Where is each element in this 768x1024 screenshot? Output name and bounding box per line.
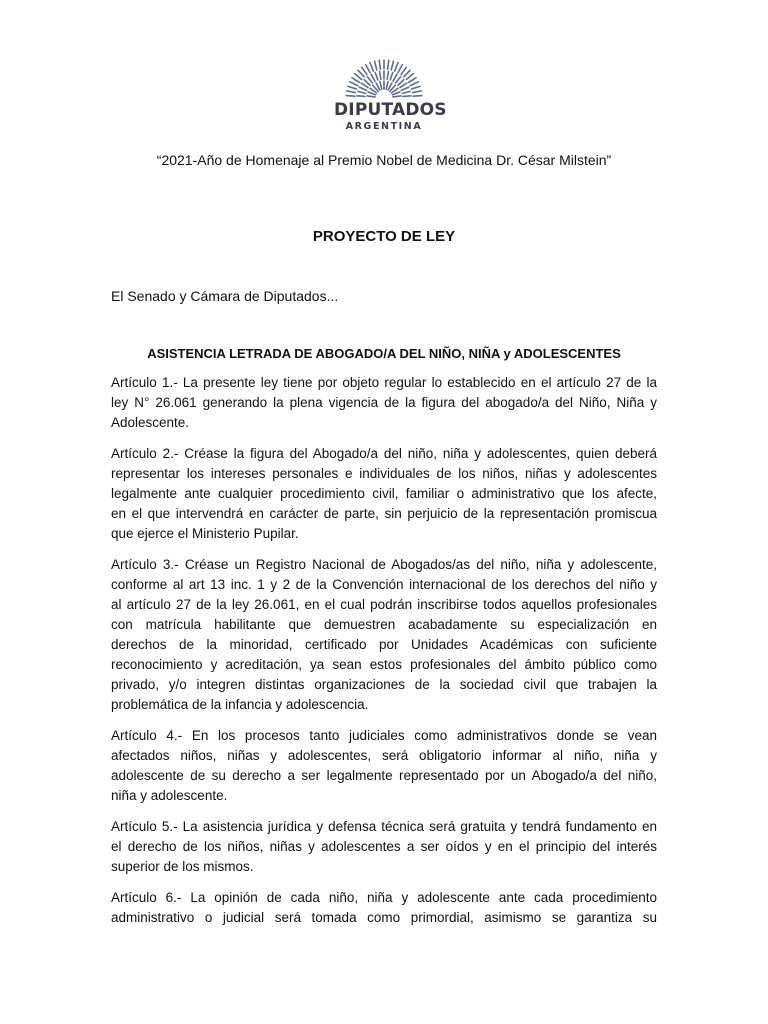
seat-mark (355, 74, 362, 80)
seat-mark (367, 77, 372, 83)
article-5 (111, 817, 657, 877)
article-line: Adolescente. (111, 415, 190, 430)
article-line: Artículo 5.- La asistencia jurídica y defensa técnica será gratuita y tendrá fundamento en (111, 819, 657, 834)
article-line: administrativo o judicial será tomada como primordial, asimismo se garantiza su (111, 910, 657, 925)
seat-mark (357, 96, 365, 97)
seat-mark (379, 60, 380, 69)
article-line: el derecho de los niños, niñas y adolescentes a ser oídos y en el principio del interés (111, 839, 657, 854)
article-line: niña y adolescente. (111, 788, 228, 803)
seat-mark (386, 81, 388, 89)
article-line: derechos de la minoridad, certificado por Unidades Académicas con suficiente (111, 637, 657, 652)
seat-mark (352, 78, 360, 83)
article-line: Artículo 3.- Créase un Registro Nacional de Abogados/as del niño, niña y adolescente, (111, 557, 657, 572)
logo-title: DIPUTADOS (334, 100, 447, 120)
seat-mark (391, 61, 393, 70)
seat-mark (348, 86, 357, 89)
article-4 (111, 726, 657, 806)
seat-mark (398, 65, 402, 73)
seat-mark (412, 86, 421, 89)
chamber-seats-icon (334, 58, 434, 100)
seat-mark (367, 96, 375, 97)
seat-mark (371, 74, 375, 81)
article-3 (111, 555, 657, 715)
article-line: Artículo 1.- La presente ley tiene por objeto regular lo establecido en el artículo 27 de la (111, 375, 657, 390)
seat-mark (358, 70, 364, 77)
section-heading: ASISTENCIA LETRADA DE ABOGADO/A DEL NIÑO, NIÑA y ADOLESCENTES (147, 346, 621, 361)
seat-mark (368, 92, 375, 95)
seat-mark (375, 72, 378, 80)
seat-mark (395, 63, 398, 71)
diputados-argentina-logo (334, 58, 447, 134)
article-line: representar los intereses personales e individuales de los niños, niñas y adolescentes (111, 466, 657, 481)
seat-mark (401, 87, 408, 90)
articles-body (111, 373, 657, 939)
seat-mark (359, 87, 366, 90)
seat-mark (393, 74, 397, 81)
seat-mark (404, 70, 410, 77)
seat-mark (361, 83, 368, 87)
article-line: Artículo 6.- La opinión de cada niño, niña y adolescente ante cada procedimiento (111, 890, 657, 905)
seat-mark (388, 60, 389, 69)
seat-mark (346, 96, 355, 97)
seat-mark (358, 91, 366, 93)
article-line: adolescente de su derecho a ser legalmente representado por un Abogado/a del niño, (111, 768, 657, 783)
seat-mark (392, 92, 399, 95)
year-motto: “2021-Año de Homenaje al Premio Nobel de Medicina Dr. César Milstein” (156, 152, 612, 168)
article-line: problemática de la infancia y adolescencia. (111, 697, 369, 712)
seat-mark (370, 63, 373, 71)
seat-mark (390, 72, 393, 80)
article-line: con matrícula habilitante que demuestren acabadamente su especialización en (111, 617, 657, 632)
article-line: al artículo 27 de la ley 26.061, en el cual podrán inscribirse todos aquellos profesionales (111, 597, 657, 612)
article-line: ley N° 26.061 generando la plena vigencia de la figura del abogado/a del Niño, Niña y (111, 395, 657, 410)
article-line: Artículo 2.- Créase la figura del Abogado/a del niño, niña y adolescentes, quien deberá (111, 446, 657, 461)
seat-mark (406, 74, 413, 80)
article-6 (111, 888, 657, 928)
seat-mark (362, 67, 367, 74)
seat-mark (393, 96, 401, 97)
article-line: privado, y/o integren distintas organizaciones de la sociedad civil que trabajen la (111, 677, 657, 692)
seat-mark (412, 91, 421, 93)
document-title: PROYECTO DE LEY (312, 228, 456, 245)
seat-mark (403, 96, 411, 97)
seat-mark (396, 77, 401, 83)
article-line: en el que intervendrá en carácter de parte, sin perjuicio de la representación promiscua (111, 506, 657, 521)
article-line: Artículo 4.- En los procesos tanto judiciales como administrativos donde se vean (111, 728, 657, 743)
seat-mark (400, 83, 407, 87)
seat-mark (398, 80, 404, 85)
seat-mark (350, 82, 358, 86)
article-line: afectados niños, niñas y adolescentes, será obligatorio informar al niño, niña y (111, 748, 657, 763)
article-line: superior de los mismos. (111, 859, 254, 874)
seat-mark (401, 67, 406, 74)
article-line: legalmente ante cualquier procedimiento civil, familiar o administrativo que los afecte, (111, 486, 657, 501)
article-1 (111, 373, 657, 433)
article-line: conforme al art 13 inc. 1 y 2 de la Convención internacional de los derechos del niño y (111, 577, 657, 592)
seat-mark (366, 65, 370, 73)
seat-mark (402, 91, 410, 93)
seat-mark (410, 82, 418, 86)
article-2 (111, 444, 657, 544)
seat-mark (380, 81, 382, 89)
article-line: reconocimiento y acreditación, ya sean estos profesionales del ámbito público como (111, 657, 657, 672)
seat-mark (408, 78, 416, 83)
seat-mark (375, 61, 377, 70)
seat-mark (387, 71, 388, 79)
logo-subtitle: ARGENTINA (345, 121, 423, 132)
article-line: que ejerce el Ministerio Pupilar. (111, 526, 299, 541)
seat-mark (347, 91, 356, 93)
seat-mark (380, 71, 381, 79)
seat-mark (364, 80, 370, 85)
intro-line: El Senado y Cámara de Diputados... (111, 288, 339, 304)
seat-mark (413, 96, 422, 97)
